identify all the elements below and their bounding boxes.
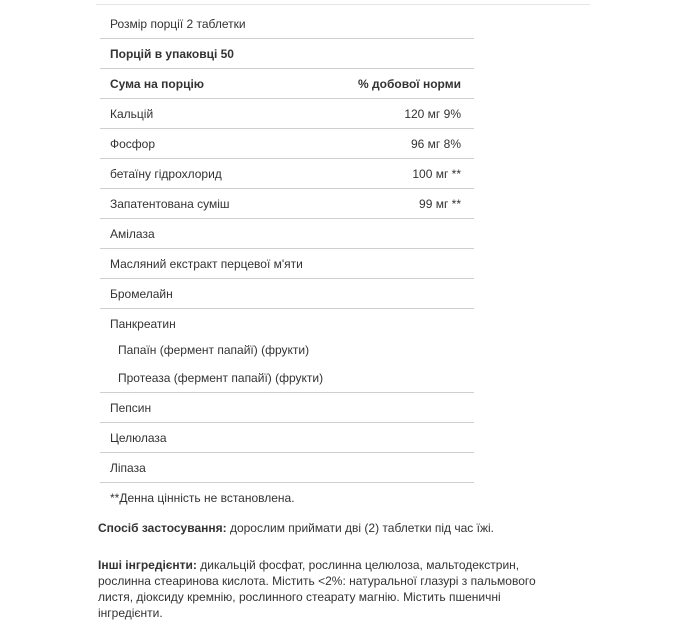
nutrient-name: Запатентована суміш <box>110 197 230 211</box>
nutrient-row-papain <box>100 339 474 365</box>
usage-text: дорослим приймати дві (2) таблетки під час їжі. <box>226 521 494 535</box>
nutrient-row-cellulase <box>100 423 474 453</box>
serving-size-row <box>100 9 474 39</box>
nutrient-row-protease <box>100 365 474 393</box>
nutrient-row-peppermint-oil <box>100 249 474 279</box>
nutrient-name: Протеаза (фермент папайї) (фрукти) <box>118 371 324 385</box>
nutrient-row-proprietary-blend <box>100 189 474 219</box>
nutrient-name: Панкреатин <box>110 317 176 331</box>
servings-per-container: Порцій в упаковці 50 <box>110 47 234 61</box>
nutrient-name: Масляний екстракт перцевої м'яти <box>110 257 303 271</box>
nutrient-value: 120 мг 9% <box>404 107 461 121</box>
nutrient-value: 100 мг ** <box>412 167 461 181</box>
nutrient-row-bromelain <box>100 279 474 309</box>
nutrient-name: Кальцій <box>110 107 154 121</box>
amount-per-serving-header: Сума на порцію <box>110 77 205 91</box>
usage-paragraph <box>98 520 568 536</box>
other-ingredients-paragraph <box>98 557 568 621</box>
top-divider <box>96 4 590 5</box>
other-ingredients-text: дикальцій фосфат, рослинна целюлоза, мальтодекстрин, рослинна стеаринова кислота. Містить <2%: натуральної глазурі з пальмового листя, діоксиду кремнію, рослинного стеарату магнію. Містить пшеничні інгредієнти. <box>98 558 536 620</box>
supplement-facts-table <box>100 9 474 513</box>
nutrient-name: Фосфор <box>110 137 156 151</box>
nutrient-row-lipase <box>100 453 474 483</box>
servings-per-container-row <box>100 39 474 69</box>
daily-value-footnote: **Денна цінність не встановлена. <box>110 491 295 505</box>
other-ingredients-label: Інші інгредієнти: <box>98 558 197 572</box>
nutrient-name: Целюлаза <box>110 431 167 445</box>
usage-label: Спосіб застосування: <box>98 521 227 535</box>
daily-value-header: % добової норми <box>358 77 461 91</box>
nutrient-name: Пепсин <box>110 401 152 415</box>
nutrient-row-pancreatin <box>100 309 474 339</box>
nutrient-name: Амілаза <box>110 227 155 241</box>
nutrient-row-pepsin <box>100 393 474 423</box>
nutrient-row-betaine-hcl <box>100 159 474 189</box>
table-header-row <box>100 69 474 99</box>
nutrient-value: 99 мг ** <box>419 197 461 211</box>
nutrient-name: Ліпаза <box>110 461 146 475</box>
nutrient-value: 96 мг 8% <box>411 137 461 151</box>
nutrient-name: Папаїн (фермент папайї) (фрукти) <box>118 343 310 357</box>
serving-size: Розмір порції 2 таблетки <box>110 17 246 31</box>
nutrient-row-calcium <box>100 99 474 129</box>
nutrient-row-phosphorus <box>100 129 474 159</box>
nutrient-name: бетаїну гідрохлорид <box>110 167 222 181</box>
nutrient-row-amylase <box>100 219 474 249</box>
nutrient-name: Бромелайн <box>110 287 173 301</box>
